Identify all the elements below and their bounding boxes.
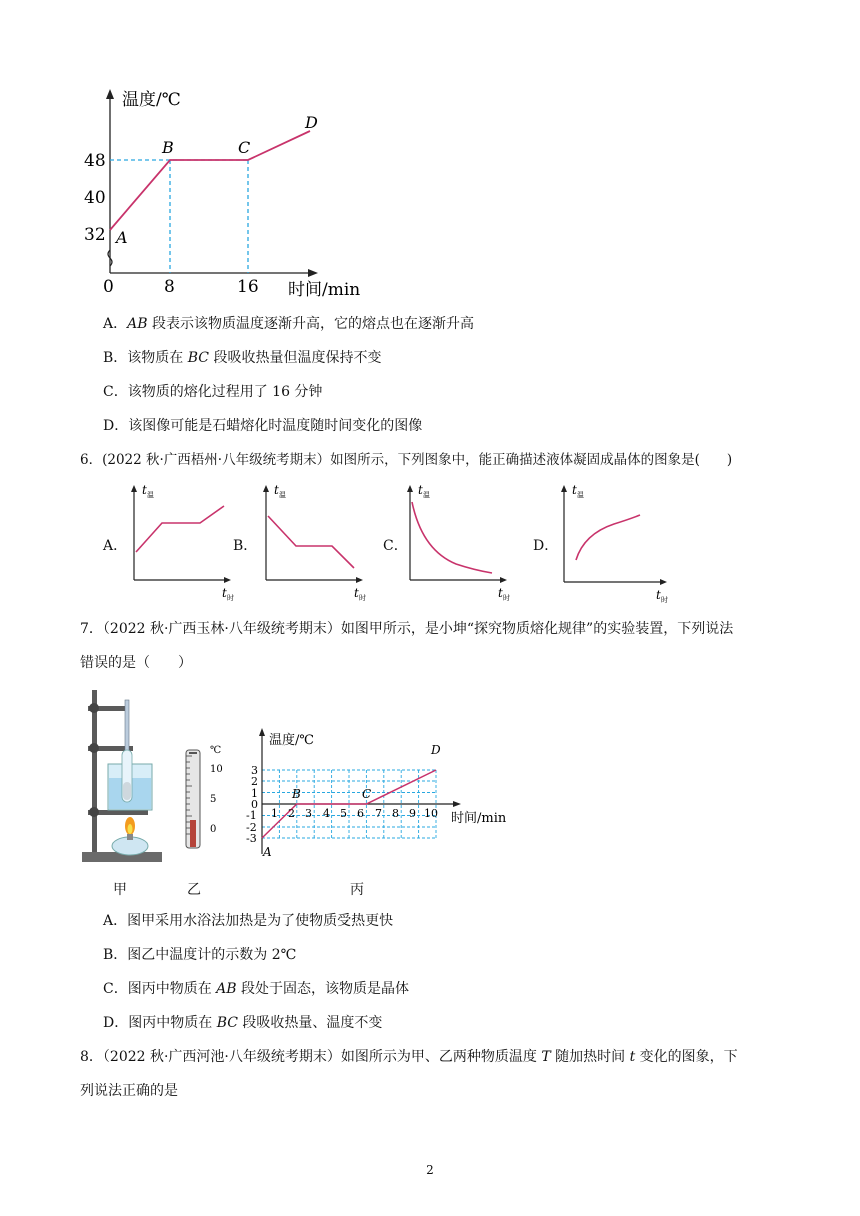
graph1-ytick: 40: [84, 188, 106, 208]
page-number: 2: [426, 1163, 434, 1177]
svg-text:温度/℃: 温度/℃: [269, 733, 314, 748]
grid-graph-q7: [245, 724, 517, 874]
apparatus-figure: [78, 686, 162, 872]
q6-option-c-label[interactable]: C．: [383, 538, 408, 554]
svg-text:7: 7: [375, 807, 382, 820]
svg-text:A: A: [263, 845, 272, 859]
svg-text:t: t: [274, 483, 279, 497]
q6-stem: 6．(2022 秋·广西梧州·八年级统考期末）如图所示，下列图象中，能正确描述液体凝固成晶体的图象是( ): [80, 452, 733, 468]
q8-stem-line1: 8．（2022 秋·广西河池·八年级统考期末）如图所示为甲、乙两种物质温度 T 随加热时间 t 变化的图象，下: [80, 1049, 738, 1065]
q6-graph-a[interactable]: [122, 480, 234, 602]
q6-graph-b[interactable]: [254, 480, 366, 602]
q6-graph-d[interactable]: [552, 480, 670, 604]
svg-text:2: 2: [251, 775, 258, 788]
svg-text:D: D: [431, 743, 441, 757]
fig-label-bing: 丙: [350, 882, 364, 898]
graph1-point-label: D: [305, 113, 318, 132]
svg-text:t: t: [572, 483, 577, 497]
graph1-xlabel: 时间/min: [288, 280, 361, 300]
svg-text:温: 温: [279, 491, 286, 499]
svg-text:温: 温: [577, 491, 584, 499]
svg-text:t: t: [418, 483, 423, 497]
q7-option-b[interactable]: B．图乙中温度计的示数为 2℃: [103, 947, 297, 963]
svg-text:温: 温: [423, 491, 430, 499]
svg-text:0: 0: [251, 798, 258, 811]
svg-text:10: 10: [210, 764, 223, 775]
fig-label-yi: 乙: [187, 882, 201, 898]
svg-text:时: 时: [359, 594, 366, 602]
svg-text:时: 时: [661, 596, 668, 604]
svg-text:5: 5: [340, 807, 347, 820]
graph1-point-label: C: [238, 138, 251, 157]
graph1-xtick: 0: [103, 277, 114, 297]
svg-text:t: t: [498, 586, 503, 600]
q5-option-c[interactable]: C．该物质的熔化过程用了 16 分钟: [103, 384, 323, 400]
svg-text:0: 0: [210, 824, 217, 835]
svg-text:3: 3: [251, 764, 258, 777]
q5-option-d[interactable]: D．该图像可能是石蜡熔化时温度随时间变化的图像: [103, 418, 423, 434]
graph1-point-label: B: [162, 138, 174, 157]
q8-stem-line2: 列说法正确的是: [80, 1083, 178, 1099]
graph1-ylabel: 温度/℃: [122, 90, 181, 110]
graph1-point-label: A: [116, 228, 128, 247]
svg-text:4: 4: [323, 807, 330, 820]
svg-text:6: 6: [357, 807, 364, 820]
svg-text:t: t: [142, 483, 147, 497]
svg-text:C: C: [362, 787, 372, 801]
q7-option-a[interactable]: A．图甲采用水浴法加热是为了使物质受热更快: [103, 913, 394, 929]
svg-text:1: 1: [271, 807, 278, 820]
graph1-xtick: 16: [237, 277, 259, 297]
svg-text:t: t: [656, 588, 661, 602]
svg-text:时: 时: [503, 594, 510, 602]
q7-option-d[interactable]: D．图丙中物质在 BC 段吸收热量、温度不变: [103, 1015, 383, 1031]
svg-text:8: 8: [392, 807, 399, 820]
svg-text:时: 时: [227, 594, 234, 602]
svg-text:℃: ℃: [210, 745, 222, 756]
q5-option-a[interactable]: A．AB 段表示该物质温度逐渐升高，它的熔点也在逐渐升高: [103, 316, 474, 332]
svg-text:-3: -3: [246, 832, 257, 845]
q7-stem-line2: 错误的是（ ）: [80, 655, 192, 671]
svg-text:t: t: [222, 586, 227, 600]
svg-text:1: 1: [251, 787, 258, 800]
q7-stem-line1: 7．（2022 秋·广西玉林·八年级统考期末）如图甲所示，是小坤“探究物质熔化规律”的实验装置，下列说法: [80, 621, 734, 637]
svg-text:9: 9: [409, 807, 416, 820]
q6-option-d-label[interactable]: D．: [533, 538, 559, 554]
thermometer-figure: [178, 744, 234, 856]
svg-text:10: 10: [424, 807, 438, 820]
melting-graph-q5: [80, 85, 380, 305]
svg-text:-1: -1: [246, 809, 257, 822]
fig-label-jia: 甲: [113, 882, 127, 898]
svg-text:t: t: [354, 586, 359, 600]
graph1-ytick: 48: [84, 151, 106, 171]
svg-text:2: 2: [288, 807, 295, 820]
q7-option-c[interactable]: C．图丙中物质在 AB 段处于固态，该物质是晶体: [103, 981, 410, 997]
q6-graph-c[interactable]: [398, 480, 510, 602]
graph1-ytick: 32: [84, 225, 106, 245]
q6-option-a-label[interactable]: A．: [103, 538, 128, 554]
q6-option-b-label[interactable]: B．: [233, 538, 258, 554]
svg-text:3: 3: [305, 807, 312, 820]
svg-text:B: B: [292, 787, 301, 801]
svg-text:5: 5: [210, 794, 217, 805]
svg-text:时间/min: 时间/min: [451, 811, 507, 826]
q5-option-b[interactable]: B．该物质在 BC 段吸收热量但温度保持不变: [103, 350, 382, 366]
svg-text:温: 温: [147, 491, 154, 499]
svg-text:-2: -2: [246, 821, 257, 834]
graph1-xtick: 8: [164, 277, 175, 297]
